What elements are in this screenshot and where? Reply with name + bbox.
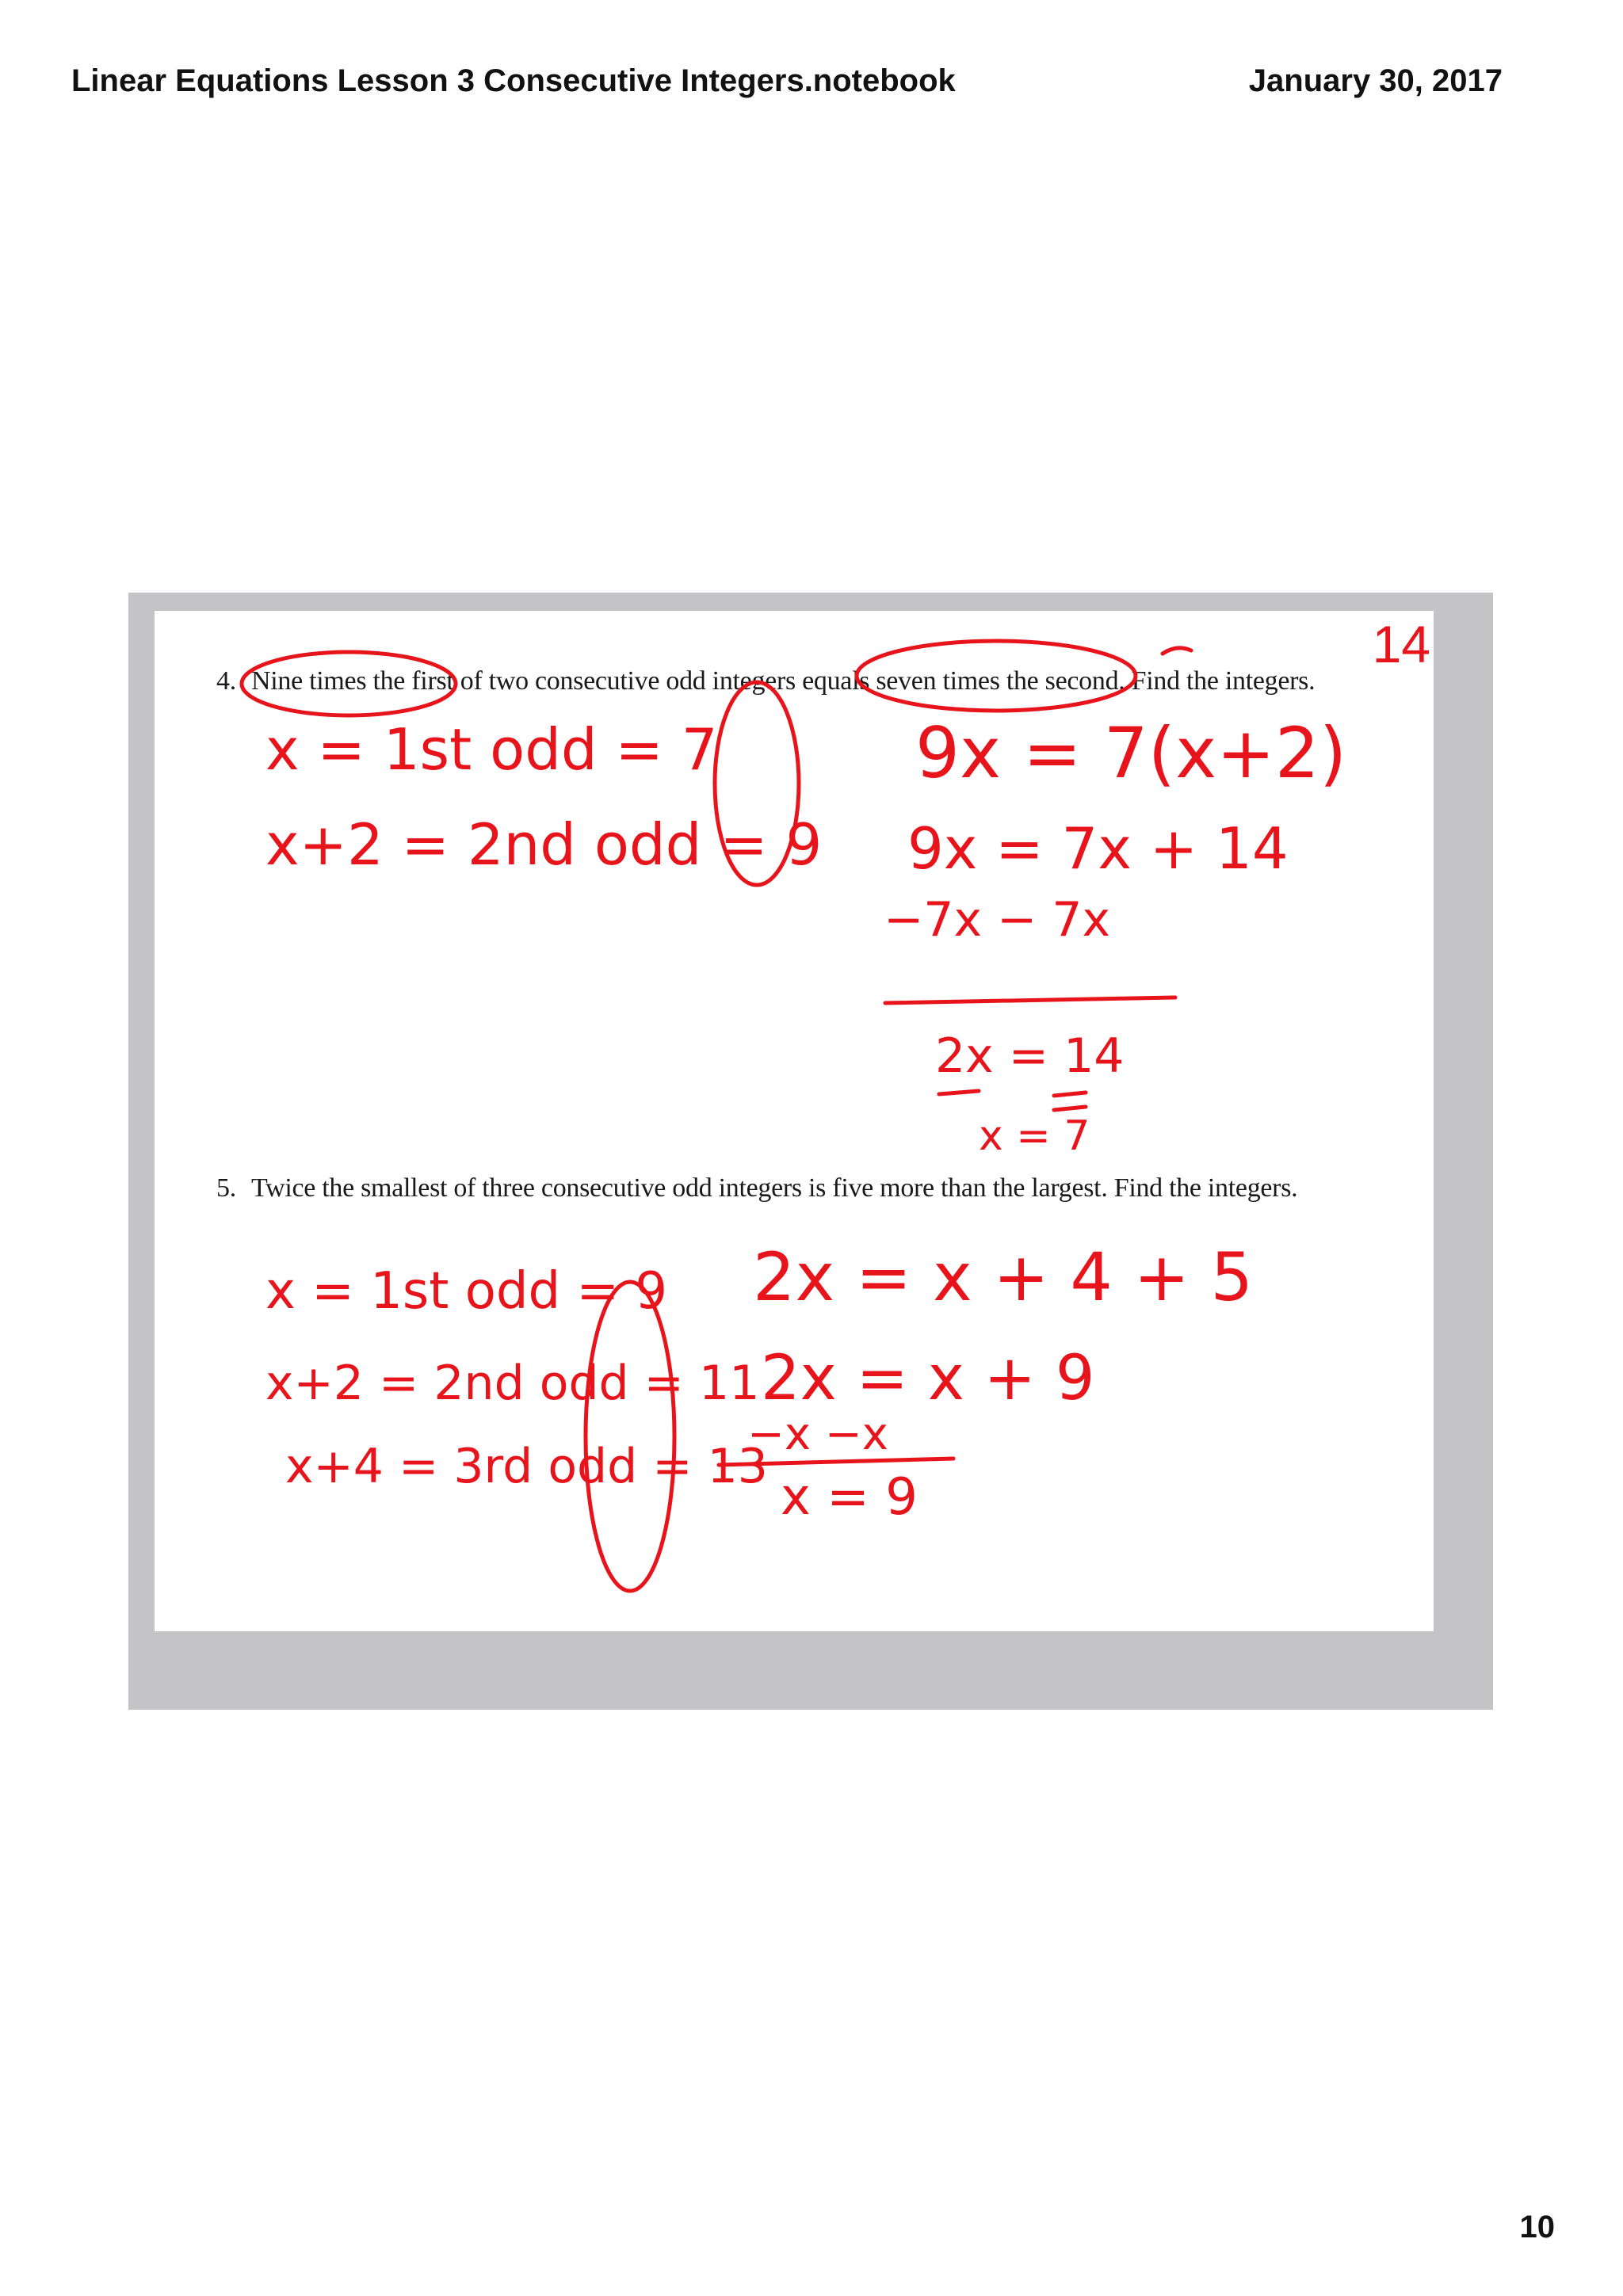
- ink-p5-var2: x+2 = 2nd odd = 11: [265, 1356, 760, 1411]
- ink-p5-eq1: 2x = x + 4 + 5: [753, 1238, 1254, 1316]
- ink-p5-var1: x = 1st odd = 9: [265, 1262, 668, 1321]
- ink-p4-eq2: 9x = 7x + 14: [907, 815, 1289, 882]
- ink-circle-seven-times: [857, 641, 1136, 711]
- slide-frame: [128, 593, 1493, 1710]
- slide-number: 14: [1372, 615, 1430, 673]
- ink-p4-eq1: 9x = 7(x+2): [915, 712, 1347, 794]
- ink-p5-var3: x+4 = 3rd odd = 13: [285, 1439, 768, 1494]
- problem-4-number: 4.: [216, 666, 236, 696]
- problem-5-number: 5.: [216, 1173, 236, 1203]
- ink-p4-eq4: 2x = 14: [935, 1028, 1125, 1084]
- ink-mark: [1163, 648, 1191, 654]
- ink-circle-answers-5: [586, 1282, 674, 1591]
- ink-p5-eq2: 2x = x + 9: [761, 1343, 1095, 1414]
- ink-p4-var1: x = 1st odd = 7: [265, 716, 718, 783]
- problem-5-text: Twice the smallest of three consecutive odd integers is five more than the largest. Find the integers.: [251, 1173, 1298, 1203]
- ink-p5-eq4: x = 9: [781, 1468, 918, 1527]
- slide-page: [155, 611, 1434, 1631]
- ink-p4-divide-marks: [939, 1091, 1086, 1110]
- ink-p4-divider-line: [885, 997, 1175, 1003]
- handwriting-layer: [155, 611, 1434, 1631]
- ink-p4-eq5: x = 7: [979, 1112, 1090, 1160]
- notebook-date: January 30, 2017: [1248, 63, 1503, 98]
- ink-circle-nine-times: [242, 652, 456, 715]
- ink-p4-var2: x+2 = 2nd odd = 9: [265, 811, 823, 878]
- ink-p5-eq3: −x −x: [747, 1409, 888, 1460]
- problem-4-text: Nine times the first of two consecutive odd integers equals seven times the second. Find the integers.: [251, 666, 1316, 696]
- page-number: 10: [1519, 2210, 1555, 2245]
- notebook-title: Linear Equations Lesson 3 Consecutive Integers.notebook: [71, 63, 956, 98]
- ink-p4-eq3: −7x − 7x: [884, 892, 1111, 948]
